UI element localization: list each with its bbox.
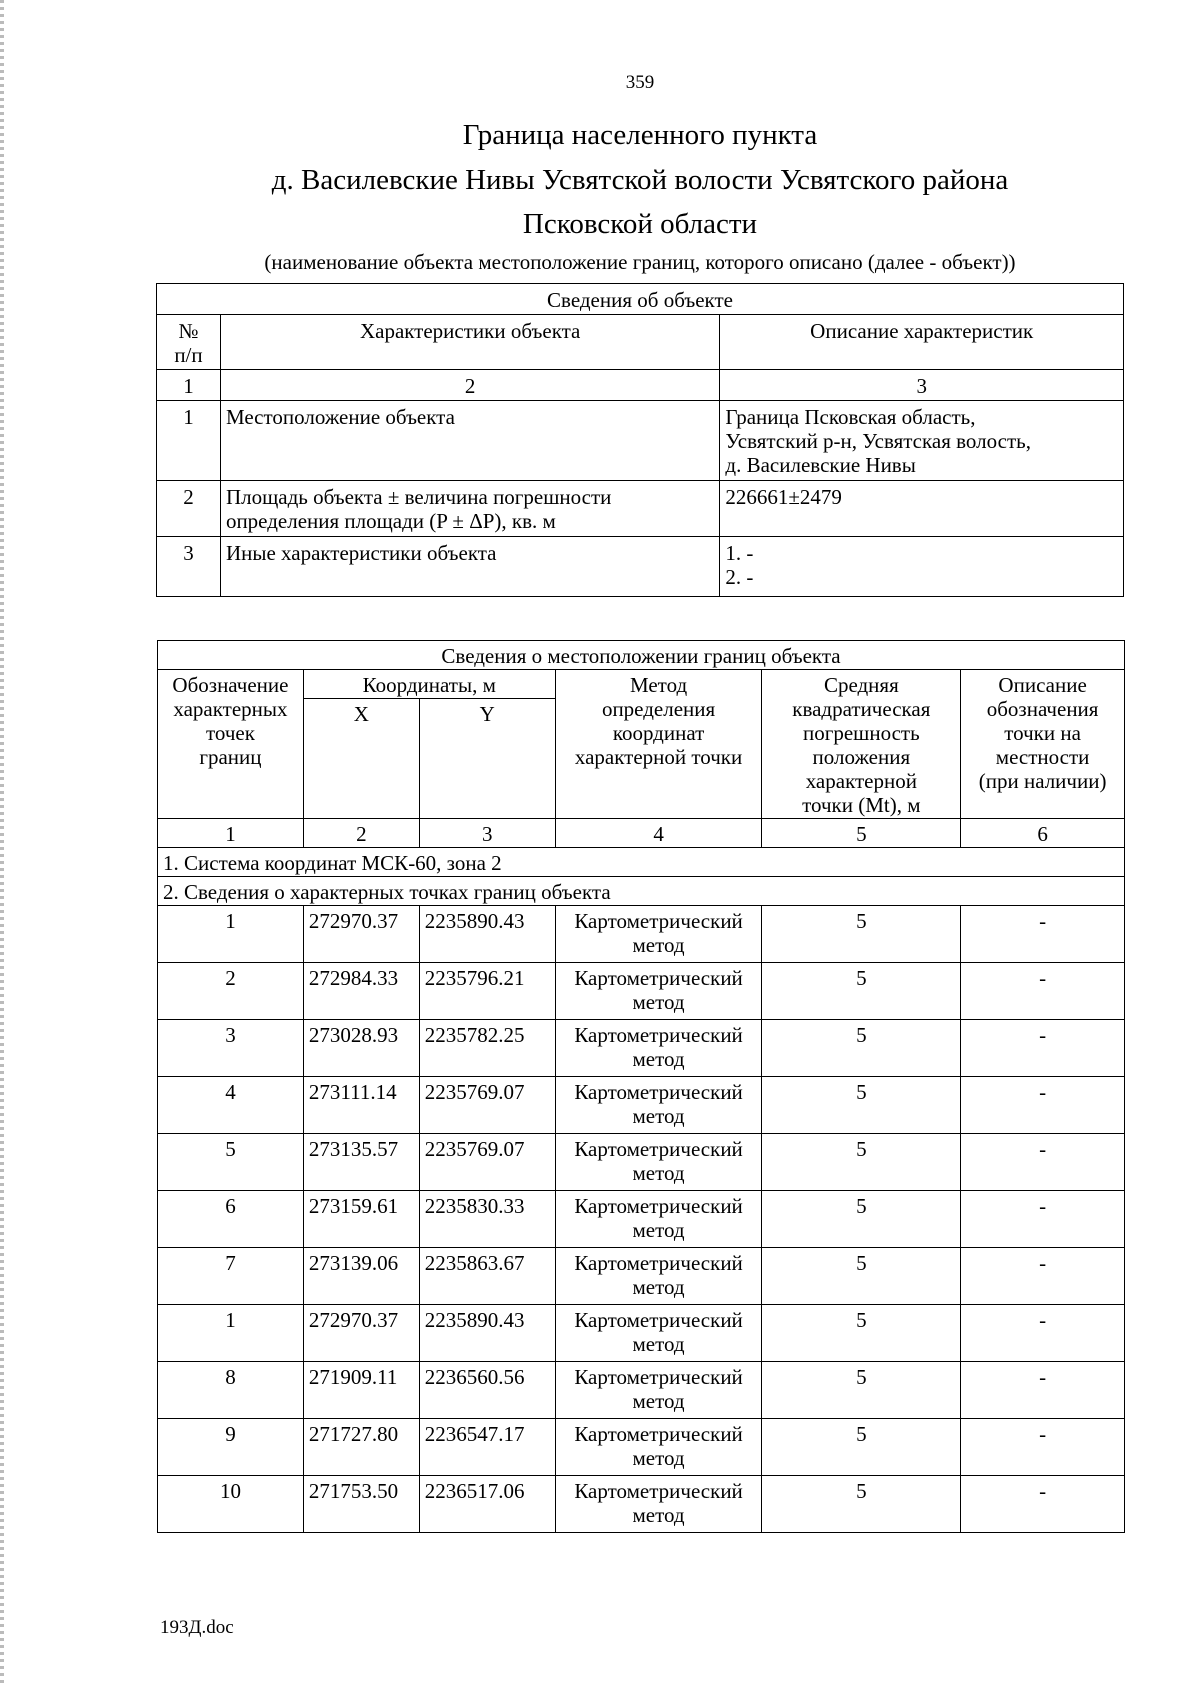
table-row [158,1191,1125,1248]
point-y: 2235890.43 [419,906,555,963]
point-id: 2 [158,963,304,1020]
table-row [158,1020,1125,1077]
table-row [158,1248,1125,1305]
point-x: 272970.37 [303,906,419,963]
header-method [555,670,762,819]
col-number: 1 [158,819,304,848]
table-row [158,1134,1125,1191]
point-y: 2236560.56 [419,1362,555,1419]
point-x: 271727.80 [303,1419,419,1476]
point-id: 5 [158,1134,304,1191]
header-x: X [303,699,419,819]
point-description: - [961,1134,1125,1191]
point-x: 273159.61 [303,1191,419,1248]
method-line: Картометрический [574,1080,743,1104]
description-line: Усвятский р-н, Усвятская волость, [725,429,1031,453]
method-line: Картометрический [574,909,743,933]
method-line: Картометрический [574,1422,743,1446]
col-number: 2 [303,819,419,848]
header-line: Обозначение [172,673,289,697]
header-line: границ [199,745,262,769]
header-point-description [961,670,1125,819]
point-description: - [961,1419,1125,1476]
table-row [158,1476,1125,1533]
point-x: 272984.33 [303,963,419,1020]
header-line: положения [812,745,911,769]
point-method [555,1077,762,1134]
header-line: точек [205,721,255,745]
point-error: 5 [762,1248,961,1305]
point-x: 271753.50 [303,1476,419,1533]
header-line: определения [601,697,716,721]
row-number: 1 [157,401,221,481]
point-id: 10 [158,1476,304,1533]
point-error: 5 [762,963,961,1020]
description-line: Граница Псковская область, [725,405,976,429]
point-x: 273111.14 [303,1077,419,1134]
method-line: метод [632,1503,685,1527]
point-method [555,906,762,963]
point-description: - [961,1020,1125,1077]
col-number: 6 [961,819,1125,848]
point-x: 273135.57 [303,1134,419,1191]
table-row [158,1419,1125,1476]
object-table-caption: Сведения об объекте [157,284,1124,315]
header-line: Описание [998,673,1087,697]
header-line: характерной [805,769,917,793]
header-line: точки на [1004,721,1081,745]
point-error: 5 [762,1191,961,1248]
description-line: 2. - [725,565,754,589]
point-id: 7 [158,1248,304,1305]
table-row [158,1305,1125,1362]
point-y: 2235863.67 [419,1248,555,1305]
point-y: 2236547.17 [419,1419,555,1476]
table-row [158,1362,1125,1419]
boundary-location-table [157,640,1125,1533]
method-line: метод [632,1104,685,1128]
header-error [762,670,961,819]
header-line: (при наличии) [978,769,1107,793]
description-line: 1. - [725,541,754,565]
point-x: 273139.06 [303,1248,419,1305]
point-y: 2235782.25 [419,1020,555,1077]
col-number: 3 [720,370,1124,401]
section-points: 2. Сведения о характерных точках границ объекта [158,877,1125,906]
method-line: Картометрический [574,1194,743,1218]
section-coordinate-system: 1. Система координат МСК-60, зона 2 [158,848,1125,877]
subtitle: (наименование объекта местоположение границ, которого описано (далее - объект)) [264,250,1016,274]
point-error: 5 [762,906,961,963]
point-method [555,1248,762,1305]
point-error: 5 [762,1476,961,1533]
point-x: 273028.93 [303,1020,419,1077]
footer-filename: 193Д.doc [160,1617,234,1638]
method-line: метод [632,1047,685,1071]
header-coordinates: Координаты, м [303,670,555,699]
name-line: определения площади (P ± ΔP), кв. м [225,509,556,533]
point-id: 1 [158,1305,304,1362]
method-line: Картометрический [574,1251,743,1275]
title-line-1: Граница населенного пункта [462,119,818,151]
point-id: 4 [158,1077,304,1134]
header-line: точки (Mt), м [802,793,921,817]
point-y: 2236517.06 [419,1476,555,1533]
method-line: метод [632,1275,685,1299]
point-error: 5 [762,1419,961,1476]
header-line: Метод [629,673,688,697]
point-method [555,963,762,1020]
row-number: 3 [157,537,221,597]
col-number: 4 [555,819,762,848]
row-number: 2 [157,481,221,537]
header-line: обозначения [986,697,1099,721]
header-line: характерных [173,697,288,721]
point-error: 5 [762,1305,961,1362]
point-method [555,1020,762,1077]
name-line: Площадь объекта ± величина погрешности [225,485,612,509]
method-line: метод [632,1389,685,1413]
point-id: 1 [158,906,304,963]
row-description [720,537,1124,597]
header-number [157,315,221,370]
point-method [555,1362,762,1419]
table-row [158,906,1125,963]
header-y: Y [419,699,555,819]
header-characteristics: Характеристики объекта [220,315,719,370]
point-description: - [961,963,1125,1020]
point-y: 2235830.33 [419,1191,555,1248]
header-line: характерной точки [574,745,743,769]
location-table-caption: Сведения о местоположении границ объекта [158,641,1125,670]
header-line: квадратическая [792,697,931,721]
title-line-3: Псковской области [522,208,758,240]
method-line: метод [632,1332,685,1356]
header-number-line1: № п/п [174,319,203,367]
method-line: метод [632,1218,685,1242]
row-description: 226661±2479 [720,481,1124,537]
point-error: 5 [762,1077,961,1134]
point-error: 5 [762,1134,961,1191]
row-description [720,401,1124,481]
header-line: погрешность [803,721,920,745]
point-y: 2235796.21 [419,963,555,1020]
header-line: местности [995,745,1090,769]
header-line: Средняя [823,673,899,697]
point-method [555,1305,762,1362]
method-line: Картометрический [574,1308,743,1332]
point-x: 272970.37 [303,1305,419,1362]
row-name: Иные характеристики объекта [220,537,719,597]
header-line: координат [612,721,705,745]
col-number: 5 [762,819,961,848]
header-description: Описание характеристик [720,315,1124,370]
table-row [158,963,1125,1020]
col-number: 2 [220,370,719,401]
point-method [555,1419,762,1476]
method-line: Картометрический [574,1137,743,1161]
description-line: д. Василевские Нивы [725,453,916,477]
point-description: - [961,1077,1125,1134]
row-name [220,481,719,537]
point-id: 8 [158,1362,304,1419]
col-number: 3 [419,819,555,848]
point-method [555,1191,762,1248]
point-x: 271909.11 [303,1362,419,1419]
point-method [555,1134,762,1191]
point-description: - [961,1305,1125,1362]
page-number: 359 [625,72,655,93]
method-line: метод [632,990,685,1014]
method-line: метод [632,1446,685,1470]
point-y: 2235769.07 [419,1077,555,1134]
point-y: 2235769.07 [419,1134,555,1191]
table-row [158,1077,1125,1134]
point-description: - [961,906,1125,963]
point-error: 5 [762,1020,961,1077]
col-number: 1 [157,370,221,401]
point-method [555,1476,762,1533]
point-id: 9 [158,1419,304,1476]
point-error: 5 [762,1362,961,1419]
header-point [158,670,304,819]
title-line-2: д. Василевские Нивы Усвятской волости Усвятского района [271,164,1009,196]
point-y: 2235890.43 [419,1305,555,1362]
method-line: Картометрический [574,1479,743,1503]
point-id: 6 [158,1191,304,1248]
point-id: 3 [158,1020,304,1077]
method-line: метод [632,933,685,957]
point-description: - [961,1362,1125,1419]
method-line: Картометрический [574,966,743,990]
method-line: Картометрический [574,1023,743,1047]
row-name: Местоположение объекта [220,401,719,481]
method-line: Картометрический [574,1365,743,1389]
object-info-table [156,283,1124,597]
point-description: - [961,1191,1125,1248]
point-description: - [961,1248,1125,1305]
point-description: - [961,1476,1125,1533]
method-line: метод [632,1161,685,1185]
